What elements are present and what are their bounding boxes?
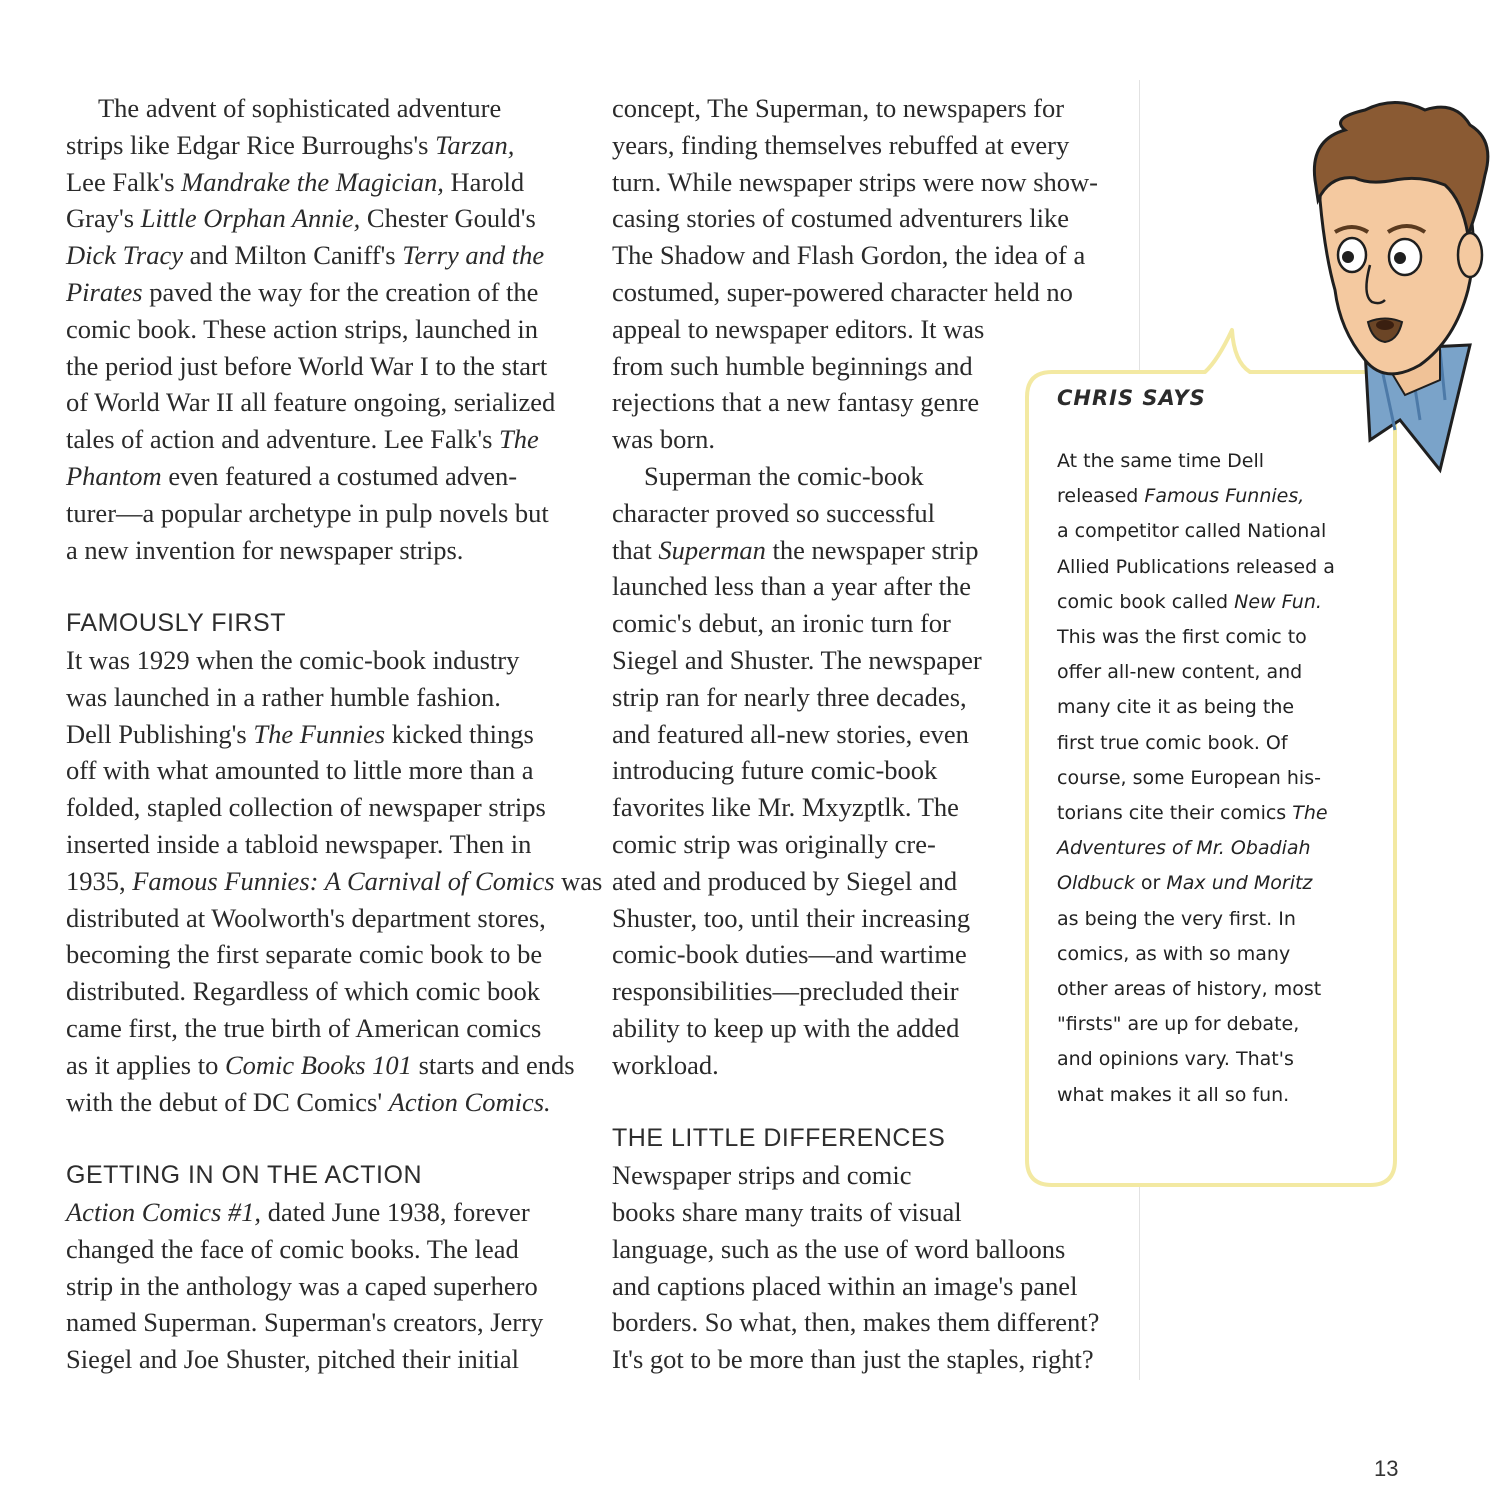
text-line: strip ran for nearly three decades, [612,681,967,712]
text-line: distributed at Woolworth's department stores, [66,902,546,933]
text-line: Superman the comic-book [644,460,924,491]
text-line: the period just before World War I to the start [66,350,548,381]
text-line: and captions placed within an image's panel [612,1270,1078,1301]
text-line: Phantom even featured a costumed adven- [66,460,518,491]
text-line: a new invention for newspaper strips. [66,534,464,565]
text-line: that Superman the newspaper strip [612,534,979,565]
text-line: distributed. Regardless of which comic book [66,976,540,1007]
text-line: came first, the true birth of American comics [66,1012,542,1043]
text-line: named Superman. Superman's creators, Jerry [66,1307,544,1338]
text-line: Dell Publishing's The Funnies kicked things [66,718,534,749]
text-line: turer—a popular archetype in pulp novels but [66,497,549,528]
text-line: torians cite their comics The [1057,802,1328,825]
text-line: ability to keep up with the added [612,1012,960,1043]
text-line: borders. So what, then, makes them different? [612,1307,1100,1338]
text-line: with the debut of DC Comics' Action Comics. [66,1086,551,1117]
text-line: Oldbuck or Max und Moritz [1057,872,1313,895]
text-line: years, finding themselves rebuffed at every [612,129,1070,160]
text-line: 1935, Famous Funnies: A Carnival of Comics was [66,865,603,896]
text-line: off with what amounted to little more than a [66,755,534,786]
text-line: "firsts" are up for debate, [1057,1013,1300,1036]
text-line: a competitor called National [1057,520,1327,543]
text-line: becoming the first separate comic book to be [66,939,543,970]
text-line: from such humble beginnings and [612,350,973,381]
text-line: Shuster, too, until their increasing [612,902,971,933]
text-line: inserted inside a tabloid newspaper. Then in [66,828,532,859]
text-line: Pirates paved the way for the creation of the [66,276,539,307]
text-line: At the same time Dell [1057,450,1264,472]
text-line: The advent of sophisticated adventure [98,93,502,123]
text-line: introducing future comic-book [612,755,938,786]
text-line: and featured all-new stories, even [612,718,969,749]
text-line: was born. [612,424,716,455]
text-line: course, some European his- [1057,766,1321,789]
text-line: workload. [612,1049,719,1080]
text-line: appeal to newspaper editors. It was [612,313,985,344]
text-line: changed the face of comic books. The lead [66,1233,519,1264]
text-line: tales of action and adventure. Lee Falk's The [66,424,539,455]
text-line: what makes it all so fun. [1057,1083,1290,1106]
text-line: comic's debut, an ironic turn for [612,608,951,639]
text-line: first true comic book. Of [1057,731,1288,754]
text-line: language, such as the use of word balloons [612,1233,1066,1264]
text-line: Dick Tracy and Milton Caniff's Terry and the [66,240,545,271]
text-line: offer all-new content, and [1057,661,1303,684]
text-line: comic book called New Fun. [1057,590,1322,613]
text-line: ated and produced by Siegel and [612,865,958,896]
text-line: Allied Publications released a [1057,555,1335,578]
heading-famously-first: FAMOUSLY FIRST [66,609,287,638]
text-line: comic-book duties—and wartime [612,939,967,970]
sidebar-body [1057,444,1335,1113]
text-line: comics, as with so many [1057,942,1291,965]
text-line: costumed, super-powered character held no [612,276,1073,307]
text-line: The Shadow and Flash Gordon, the idea of a [612,240,1086,271]
text-line: launched less than a year after the [612,571,972,602]
text-line: Newspaper strips and comic [612,1160,912,1191]
text-line: as being the very first. In [1057,907,1296,930]
text-line: character proved so successful [612,497,936,528]
text-line: Lee Falk's Mandrake the Magician, Harold [66,166,525,197]
text-line: It was 1929 when the comic-book industry [66,644,520,675]
text-line: turn. While newspaper strips were now show- [612,166,1098,197]
text-line: comic strip was originally cre- [612,828,936,859]
text-line: was launched in a rather humble fashion. [66,681,501,712]
text-line: of World War II all feature ongoing, serialized [66,387,556,418]
text-line: comic book. These action strips, launched in [66,313,538,344]
text-line: Adventures of Mr. Obadiah [1057,837,1311,860]
text-line: Siegel and Shuster. The newspaper [612,644,982,675]
text-line: many cite it as being the [1057,696,1295,719]
text-line: Siegel and Joe Shuster, pitched their initial [66,1344,520,1375]
text-line: other areas of history, most [1057,978,1322,1001]
text-line: favorites like Mr. Mxyzptlk. The [612,792,959,823]
text-line: strip in the anthology was a caped superhero [66,1270,538,1301]
heading-getting-in-on-the-action: GETTING IN ON THE ACTION [66,1161,423,1190]
text-line: rejections that a new fantasy genre [612,387,980,418]
text-line: folded, stapled collection of newspaper strips [66,792,546,823]
text-line: Action Comics #1, dated June 1938, forever [66,1196,530,1227]
heading-the-little-differences: THE LITTLE DIFFERENCES [612,1124,946,1153]
text-line: This was the first comic to [1057,626,1307,649]
text-line: casing stories of costumed adventurers like [612,203,1069,234]
text-line: released Famous Funnies, [1057,485,1305,508]
text-line: books share many traits of visual [612,1196,962,1227]
text-line: strips like Edgar Rice Burroughs's Tarzan, [66,129,515,160]
text-line: and opinions vary. That's [1057,1048,1294,1071]
text-line: Gray's Little Orphan Annie, Chester Gould's [66,203,536,234]
text-line: responsibilities—precluded their [612,976,959,1007]
text-line: It's got to be more than just the staples, right? [612,1344,1094,1375]
text-line: concept, The Superman, to newspapers for [612,93,1065,123]
text-line: as it applies to Comic Books 101 starts and ends [66,1049,575,1080]
page-number: 13 [1374,1456,1399,1481]
sidebar-title: CHRIS SAYS [1057,386,1206,410]
